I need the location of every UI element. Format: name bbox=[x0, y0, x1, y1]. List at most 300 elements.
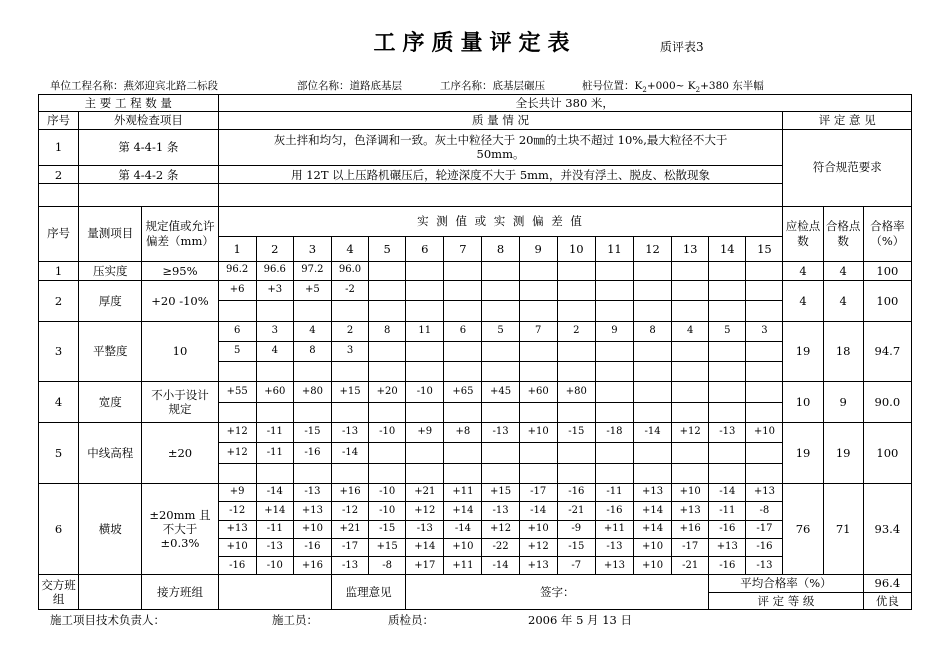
pass-rate: 100 bbox=[863, 280, 911, 321]
point-number: 7 bbox=[444, 237, 482, 261]
measured-value: +10 bbox=[444, 538, 482, 556]
measured-value: 7 bbox=[519, 321, 557, 341]
measured-value: -11 bbox=[256, 443, 293, 463]
measured-value bbox=[595, 402, 633, 422]
measured-value bbox=[519, 362, 557, 382]
measured-value bbox=[746, 341, 783, 361]
measured-value: +20 bbox=[369, 382, 406, 402]
measured-value: -18 bbox=[595, 423, 633, 443]
unit-project-name: 单位工程名称：燕郊迎宾北路二标段 bbox=[50, 80, 218, 92]
measured-value: -11 bbox=[256, 520, 293, 538]
measure-seq: 5 bbox=[39, 423, 79, 484]
measured-value: +13 bbox=[746, 484, 783, 502]
measured-value bbox=[633, 280, 671, 300]
measured-value bbox=[406, 463, 444, 483]
station-label: 桩号位置：K bbox=[582, 80, 643, 92]
measured-value: +8 bbox=[444, 423, 482, 443]
measured-value: 97.2 bbox=[293, 261, 331, 280]
measured-value bbox=[519, 443, 557, 463]
measure-item-name: 中线高程 bbox=[79, 423, 142, 484]
measured-value: +11 bbox=[595, 520, 633, 538]
measured-value bbox=[746, 402, 783, 422]
measure-seq: 4 bbox=[39, 382, 79, 423]
measured-value bbox=[256, 301, 293, 321]
receiver-team-value bbox=[218, 575, 331, 610]
measured-value: +10 bbox=[218, 538, 256, 556]
pass-rate: 100 bbox=[863, 423, 911, 484]
measured-value: +16 bbox=[672, 520, 709, 538]
measured-value: +13 bbox=[519, 557, 557, 575]
appearance-item-1: 第 4-4-1 条 bbox=[79, 129, 218, 166]
measured-value bbox=[218, 362, 256, 382]
measured-value bbox=[406, 280, 444, 300]
measured-value: +10 bbox=[633, 538, 671, 556]
measured-value bbox=[218, 402, 256, 422]
measured-value bbox=[482, 402, 519, 422]
measured-value: -8 bbox=[746, 502, 783, 520]
measured-value: -16 bbox=[595, 502, 633, 520]
measured-value: -16 bbox=[709, 520, 746, 538]
measured-value bbox=[595, 362, 633, 382]
measured-value: +12 bbox=[218, 443, 256, 463]
measured-value bbox=[256, 362, 293, 382]
measured-value: -2 bbox=[331, 280, 368, 300]
point-number: 11 bbox=[595, 237, 633, 261]
should-check-count: 10 bbox=[783, 382, 823, 423]
measured-value bbox=[519, 402, 557, 422]
measurement-row bbox=[39, 261, 912, 280]
appearance-evaluation: 符合规范要求 bbox=[783, 129, 912, 206]
measurement-row bbox=[39, 382, 912, 402]
measured-value bbox=[709, 341, 746, 361]
measured-value: -16 bbox=[293, 443, 331, 463]
measured-value bbox=[746, 301, 783, 321]
measured-value: +16 bbox=[293, 557, 331, 575]
measured-value bbox=[331, 362, 368, 382]
measured-value bbox=[672, 463, 709, 483]
measured-value bbox=[633, 341, 671, 361]
measured-value: -14 bbox=[633, 423, 671, 443]
measured-value bbox=[369, 443, 406, 463]
measured-value bbox=[709, 261, 746, 280]
measured-value: +13 bbox=[633, 484, 671, 502]
should-check-count: 4 bbox=[783, 261, 823, 280]
handover-team-value bbox=[79, 575, 142, 610]
measured-value: -16 bbox=[746, 538, 783, 556]
measured-value bbox=[444, 362, 482, 382]
measured-value: +10 bbox=[519, 423, 557, 443]
measured-value: +65 bbox=[444, 382, 482, 402]
measured-value: +14 bbox=[406, 538, 444, 556]
measured-value: 5 bbox=[709, 321, 746, 341]
measured-value bbox=[482, 280, 519, 300]
measured-value: +15 bbox=[369, 538, 406, 556]
measured-value bbox=[595, 463, 633, 483]
point-number: 12 bbox=[633, 237, 671, 261]
measured-value: -13 bbox=[331, 423, 368, 443]
measured-value bbox=[519, 261, 557, 280]
measured-value: 2 bbox=[331, 321, 368, 341]
measured-value bbox=[406, 402, 444, 422]
measured-value: -11 bbox=[595, 484, 633, 502]
measured-value bbox=[746, 362, 783, 382]
measured-value bbox=[709, 402, 746, 422]
measured-value: -13 bbox=[746, 557, 783, 575]
measured-value: -13 bbox=[256, 538, 293, 556]
measured-value bbox=[557, 463, 595, 483]
measured-value bbox=[256, 463, 293, 483]
measured-value: +15 bbox=[482, 484, 519, 502]
process-name: 工序名称：底基层碾压 bbox=[440, 80, 545, 92]
measured-value: +10 bbox=[633, 557, 671, 575]
pass-rate: 93.4 bbox=[863, 484, 911, 575]
measured-value bbox=[633, 402, 671, 422]
measured-value bbox=[482, 463, 519, 483]
measured-value: -14 bbox=[519, 502, 557, 520]
measured-value: -13 bbox=[482, 423, 519, 443]
measured-value: -14 bbox=[444, 520, 482, 538]
measured-value bbox=[519, 463, 557, 483]
measured-value: +3 bbox=[256, 280, 293, 300]
measured-value: 5 bbox=[482, 321, 519, 341]
measured-value: -13 bbox=[595, 538, 633, 556]
measured-value bbox=[595, 301, 633, 321]
measured-value: +13 bbox=[595, 557, 633, 575]
measured-value bbox=[293, 402, 331, 422]
measured-value: -14 bbox=[331, 443, 368, 463]
measured-value: 11 bbox=[406, 321, 444, 341]
measured-value: +10 bbox=[519, 520, 557, 538]
measured-value: -16 bbox=[557, 484, 595, 502]
measured-value: -15 bbox=[293, 423, 331, 443]
average-rate-label: 平均合格率（%） bbox=[709, 575, 864, 592]
measured-value bbox=[482, 301, 519, 321]
point-number: 6 bbox=[406, 237, 444, 261]
measured-value bbox=[519, 301, 557, 321]
measured-value: +45 bbox=[482, 382, 519, 402]
measured-value bbox=[369, 341, 406, 361]
measure-spec: 10 bbox=[142, 321, 218, 382]
quality-table bbox=[38, 94, 912, 610]
point-number: 5 bbox=[369, 237, 406, 261]
measured-value bbox=[369, 280, 406, 300]
rate-header: 合格率（%） bbox=[863, 206, 911, 261]
measured-value bbox=[218, 463, 256, 483]
passed-count: 19 bbox=[823, 423, 863, 484]
measured-value: -17 bbox=[672, 538, 709, 556]
measured-value: +13 bbox=[709, 538, 746, 556]
measured-value: +9 bbox=[406, 423, 444, 443]
measured-value: 3 bbox=[746, 321, 783, 341]
measured-value bbox=[672, 443, 709, 463]
measured-value: -13 bbox=[293, 484, 331, 502]
measured-value: +16 bbox=[331, 484, 368, 502]
appearance-desc-2: 用 12T 以上压路机碾压后，轮迹深度不大于 5mm，并没有浮土、脱皮、松散现象 bbox=[218, 166, 783, 184]
form-title: 工序质量评定表 bbox=[373, 30, 577, 56]
measured-value bbox=[406, 341, 444, 361]
measured-value: +13 bbox=[218, 520, 256, 538]
measured-value bbox=[444, 280, 482, 300]
measured-value bbox=[672, 341, 709, 361]
measured-value: -11 bbox=[256, 423, 293, 443]
supervisor-opinion-label: 监理意见 bbox=[331, 575, 405, 610]
measured-value: -17 bbox=[519, 484, 557, 502]
measured-value bbox=[369, 402, 406, 422]
measured-value: 6 bbox=[444, 321, 482, 341]
measured-value: -11 bbox=[709, 502, 746, 520]
average-rate-value: 96.4 bbox=[863, 575, 911, 592]
station-to: +380 东半幅 bbox=[700, 80, 764, 92]
measured-value: -16 bbox=[709, 557, 746, 575]
grade-value: 优良 bbox=[863, 592, 911, 609]
measured-value bbox=[595, 341, 633, 361]
measured-value bbox=[633, 261, 671, 280]
measured-value: -15 bbox=[557, 538, 595, 556]
measured-value: +13 bbox=[672, 502, 709, 520]
measured-value: 5 bbox=[218, 341, 256, 361]
station-to-sub: 2 bbox=[695, 86, 701, 95]
measure-item-header: 量测项目 bbox=[79, 206, 142, 261]
main-quantity-value: 全长共计 380 米， bbox=[218, 95, 911, 112]
measured-value bbox=[672, 362, 709, 382]
measured-value: -17 bbox=[331, 538, 368, 556]
point-number: 3 bbox=[293, 237, 331, 261]
appearance-header: 外观检查项目 bbox=[79, 112, 218, 129]
measured-value bbox=[444, 443, 482, 463]
measure-item-name: 厚度 bbox=[79, 280, 142, 321]
measured-value bbox=[557, 341, 595, 361]
measured-value bbox=[746, 463, 783, 483]
measured-value bbox=[444, 341, 482, 361]
measured-value bbox=[633, 443, 671, 463]
measured-value bbox=[709, 443, 746, 463]
measured-value bbox=[595, 443, 633, 463]
measured-value: 2 bbox=[557, 321, 595, 341]
measured-value: -16 bbox=[218, 557, 256, 575]
measure-spec: +20 -10% bbox=[142, 280, 218, 321]
measurement-row bbox=[39, 423, 912, 443]
point-number: 1 bbox=[218, 237, 256, 261]
measured-values-header: 实 测 值 或 实 测 偏 差 值 bbox=[218, 206, 783, 236]
measured-value bbox=[746, 280, 783, 300]
measured-value bbox=[746, 443, 783, 463]
pass-rate: 100 bbox=[863, 261, 911, 280]
measured-value: 4 bbox=[672, 321, 709, 341]
measured-value bbox=[369, 362, 406, 382]
measured-value: -10 bbox=[406, 382, 444, 402]
measured-value bbox=[482, 261, 519, 280]
measured-value bbox=[406, 261, 444, 280]
measured-value bbox=[482, 443, 519, 463]
measured-value bbox=[709, 382, 746, 402]
measure-spec: 不小于设计规定 bbox=[142, 382, 218, 423]
measured-value bbox=[633, 362, 671, 382]
measured-value: -14 bbox=[482, 557, 519, 575]
point-number: 15 bbox=[746, 237, 783, 261]
measured-value: 6 bbox=[218, 321, 256, 341]
measurement-row bbox=[39, 484, 912, 502]
measured-value: 4 bbox=[293, 321, 331, 341]
measured-value bbox=[633, 301, 671, 321]
appearance-desc-1: 灰土拌和均匀，色泽调和一致。灰土中粒径大于 20㎜的土块不超过 10%,最大粒径不大于 50mm。 bbox=[218, 129, 783, 166]
quality-header: 质 量 情 况 bbox=[218, 112, 783, 129]
blank-cell bbox=[39, 184, 79, 206]
measured-value bbox=[444, 402, 482, 422]
should-check-header: 应检点数 bbox=[783, 206, 823, 261]
measured-value: -14 bbox=[256, 484, 293, 502]
passed-count: 4 bbox=[823, 261, 863, 280]
measured-value bbox=[293, 463, 331, 483]
blank-cell bbox=[218, 184, 783, 206]
should-check-count: 19 bbox=[783, 423, 823, 484]
measured-value: 8 bbox=[293, 341, 331, 361]
measure-item-name: 平整度 bbox=[79, 321, 142, 382]
measured-value: +14 bbox=[633, 520, 671, 538]
measured-value bbox=[595, 280, 633, 300]
point-number: 4 bbox=[331, 237, 368, 261]
measured-value bbox=[746, 261, 783, 280]
blank-cell bbox=[79, 184, 218, 206]
measured-value: +80 bbox=[293, 382, 331, 402]
measured-value: +5 bbox=[293, 280, 331, 300]
measured-value bbox=[331, 463, 368, 483]
measurement-row bbox=[39, 280, 912, 300]
measured-value: 96.6 bbox=[256, 261, 293, 280]
measured-value: 8 bbox=[633, 321, 671, 341]
measured-value: -10 bbox=[369, 502, 406, 520]
appearance-seq-2: 2 bbox=[39, 166, 79, 184]
measured-value: +10 bbox=[293, 520, 331, 538]
measured-value bbox=[519, 280, 557, 300]
measured-value: -14 bbox=[709, 484, 746, 502]
measured-value bbox=[557, 402, 595, 422]
measured-value bbox=[482, 362, 519, 382]
passed-count: 18 bbox=[823, 321, 863, 382]
part-name: 部位名称：道路底基层 bbox=[297, 80, 402, 92]
passed-count: 9 bbox=[823, 382, 863, 423]
measure-spec: ±20 bbox=[142, 423, 218, 484]
passed-header: 合格点数 bbox=[823, 206, 863, 261]
measure-item-name: 宽度 bbox=[79, 382, 142, 423]
station-from: +000~ K bbox=[646, 80, 696, 92]
measured-value: -17 bbox=[746, 520, 783, 538]
form-date: 2006 年 5 月 13 日 bbox=[528, 613, 632, 627]
station-position bbox=[582, 78, 764, 94]
measured-value: 3 bbox=[331, 341, 368, 361]
receiver-team-label: 接方班组 bbox=[142, 575, 218, 610]
measured-value: -9 bbox=[557, 520, 595, 538]
measured-value: +60 bbox=[256, 382, 293, 402]
measured-value bbox=[595, 382, 633, 402]
signature-label: 签字： bbox=[406, 575, 709, 610]
station-from-sub: 2 bbox=[642, 86, 647, 95]
signoff-section bbox=[39, 575, 912, 610]
measured-value bbox=[672, 402, 709, 422]
measured-value: +13 bbox=[293, 502, 331, 520]
measured-value: -15 bbox=[369, 520, 406, 538]
measured-value bbox=[256, 402, 293, 422]
grade-label: 评 定 等 级 bbox=[709, 592, 864, 609]
point-number: 2 bbox=[256, 237, 293, 261]
measurement-section bbox=[39, 261, 912, 575]
measured-value bbox=[519, 341, 557, 361]
measured-value: -21 bbox=[557, 502, 595, 520]
measure-item-name: 横坡 bbox=[79, 484, 142, 575]
measured-value bbox=[369, 463, 406, 483]
pass-rate: 90.0 bbox=[863, 382, 911, 423]
measured-value: -8 bbox=[369, 557, 406, 575]
measured-value: -10 bbox=[369, 484, 406, 502]
measured-value bbox=[557, 443, 595, 463]
measured-value: +60 bbox=[519, 382, 557, 402]
point-number: 9 bbox=[519, 237, 557, 261]
measure-seq: 1 bbox=[39, 261, 79, 280]
measured-value: -13 bbox=[406, 520, 444, 538]
measured-value: +12 bbox=[519, 538, 557, 556]
measured-value: 96.2 bbox=[218, 261, 256, 280]
measured-value: +55 bbox=[218, 382, 256, 402]
measured-value: +10 bbox=[672, 484, 709, 502]
point-number: 10 bbox=[557, 237, 595, 261]
measured-value: +11 bbox=[444, 484, 482, 502]
measured-value: +14 bbox=[256, 502, 293, 520]
measured-value bbox=[709, 301, 746, 321]
measured-value: +15 bbox=[331, 382, 368, 402]
appearance-seq-1: 1 bbox=[39, 129, 79, 166]
measured-value: +6 bbox=[218, 280, 256, 300]
measured-value bbox=[557, 280, 595, 300]
measured-value bbox=[672, 280, 709, 300]
measured-value bbox=[633, 382, 671, 402]
point-number: 14 bbox=[709, 237, 746, 261]
appearance-item-2: 第 4-4-2 条 bbox=[79, 166, 218, 184]
measured-value: +14 bbox=[633, 502, 671, 520]
appearance-section bbox=[39, 95, 912, 262]
measured-value bbox=[406, 301, 444, 321]
measured-value bbox=[557, 261, 595, 280]
measured-value bbox=[293, 362, 331, 382]
measured-value bbox=[709, 280, 746, 300]
measured-value bbox=[633, 463, 671, 483]
measured-value: 8 bbox=[369, 321, 406, 341]
main-quantity-label: 主 要 工 程 数 量 bbox=[39, 95, 219, 112]
seq-header: 序号 bbox=[39, 112, 79, 129]
measured-value bbox=[482, 341, 519, 361]
handover-team-label: 交方班组 bbox=[39, 575, 79, 610]
measured-value: -16 bbox=[293, 538, 331, 556]
tech-lead-label: 施工项目技术负责人： bbox=[50, 613, 165, 627]
measured-value: 9 bbox=[595, 321, 633, 341]
measure-seq: 3 bbox=[39, 321, 79, 382]
measured-value: -7 bbox=[557, 557, 595, 575]
measured-value: +12 bbox=[406, 502, 444, 520]
measured-value bbox=[709, 362, 746, 382]
measured-value bbox=[709, 463, 746, 483]
measure-seq: 6 bbox=[39, 484, 79, 575]
measured-value: +10 bbox=[746, 423, 783, 443]
measure-seq-header: 序号 bbox=[39, 206, 79, 261]
measured-value: +80 bbox=[557, 382, 595, 402]
should-check-count: 4 bbox=[783, 280, 823, 321]
evaluation-header: 评 定 意 见 bbox=[783, 112, 912, 129]
measured-value bbox=[331, 301, 368, 321]
measured-value: -15 bbox=[557, 423, 595, 443]
measured-value: -12 bbox=[218, 502, 256, 520]
measured-value: +21 bbox=[331, 520, 368, 538]
passed-count: 71 bbox=[823, 484, 863, 575]
measured-value: -10 bbox=[369, 423, 406, 443]
measured-value: +14 bbox=[444, 502, 482, 520]
